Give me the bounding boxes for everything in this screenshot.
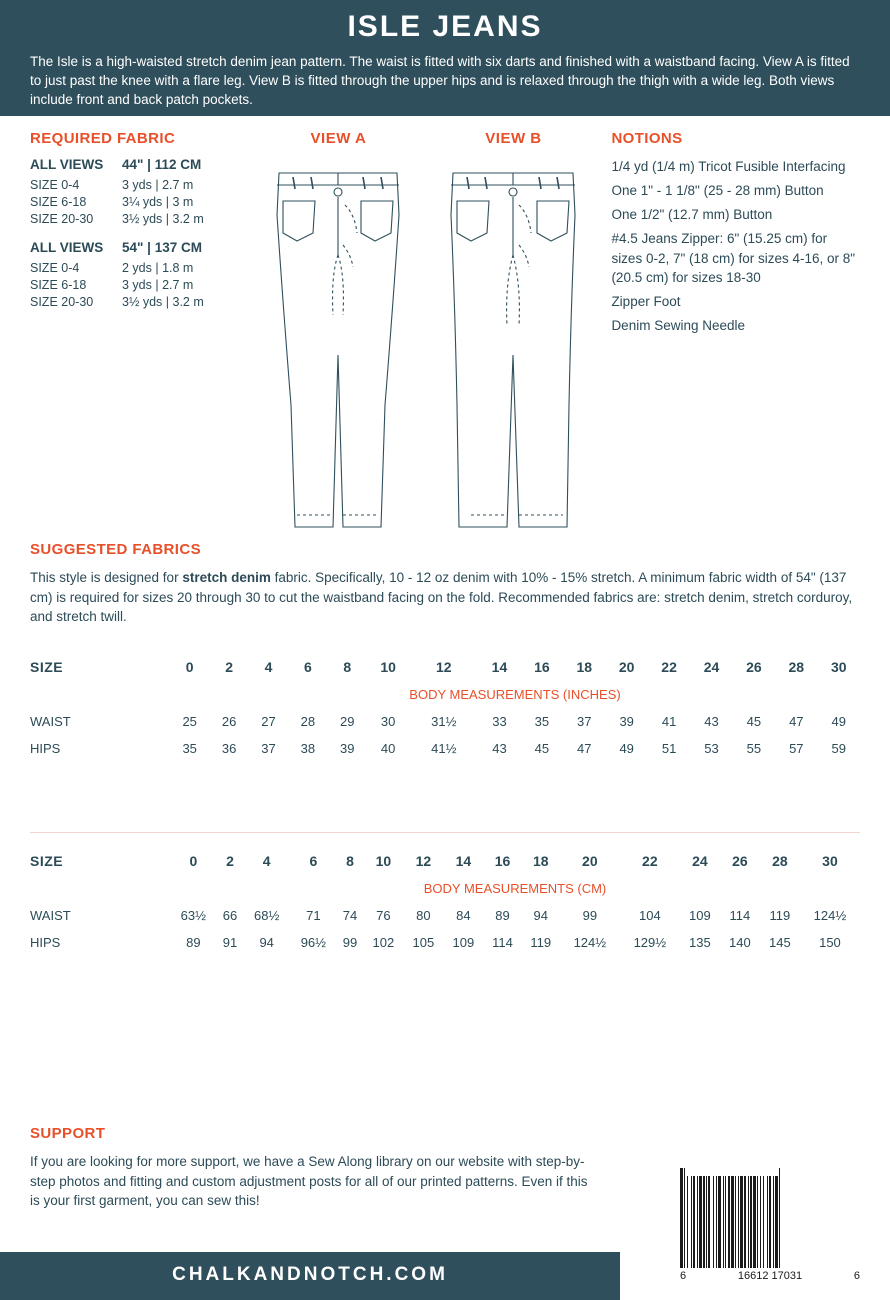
cell: 37 (577, 713, 592, 729)
size-col: 12 (415, 852, 432, 869)
fabric-row-size: SIZE 0-4 (30, 178, 80, 192)
barcode (680, 1168, 860, 1282)
cell: 94 (259, 934, 274, 950)
fabric-group-width: 54" | 137 CM (122, 240, 202, 255)
view-a-label: VIEW A (310, 130, 367, 147)
cell: 114 (729, 907, 751, 923)
fabric-row-amount: 3½ yds | 3.2 m (122, 212, 204, 226)
size-col: 14 (455, 852, 472, 869)
barcode-bars (680, 1168, 860, 1268)
fabric-group-label: ALL VIEWS (30, 240, 104, 255)
support-section (0, 1125, 620, 1211)
page-description: The Isle is a high-waisted stretch denim jean pattern. The waist is fitted with six darts and finished with a waistband facing. View A is fitted to just past the knee with a flare leg. View B is fitted through the upper hips and is relaxed through the thigh with a wide leg. Both views include front and back patch pockets. (30, 54, 850, 108)
view-a-block (253, 130, 423, 535)
cell: 47 (577, 740, 592, 756)
cell: 31½ (431, 713, 457, 729)
table-row (30, 902, 860, 929)
notion-item: Zipper Foot (611, 293, 681, 309)
cell: 76 (376, 907, 391, 923)
measurements-banner: BODY MEASUREMENTS (INCHES) (409, 686, 621, 702)
cell: 36 (221, 740, 237, 756)
suggested-fabrics-text (30, 568, 860, 627)
cell: 35 (534, 713, 550, 729)
size-col: 30 (822, 852, 838, 869)
notions-title: NOTIONS (611, 130, 683, 147)
notion-item: Denim Sewing Needle (611, 318, 746, 334)
suggested-text-after: fabric. Specifically, 10 - 12 oz denim with 10% - 15% stretch. A minimum fabric width of 54" (137 cm) is required for sizes 20 through 30 to cut the waistband facing on the fold. Recommended fabrics are: stretch denim, stretch corduroy, and stretch twill. (30, 570, 853, 625)
size-header-label: SIZE (30, 852, 64, 869)
size-table-cm (30, 847, 860, 956)
cell: 63½ (180, 907, 206, 923)
size-col: 4 (264, 658, 273, 675)
fabric-row (30, 195, 253, 209)
cell: 66 (222, 907, 238, 923)
size-col: 16 (494, 852, 511, 869)
size-col: 26 (732, 852, 748, 869)
fabric-row-amount: 3½ yds | 3.2 m (122, 295, 204, 309)
fabric-group-header (30, 240, 253, 255)
size-col: 24 (692, 852, 708, 869)
notion-item: #4.5 Jeans Zipper: 6" (15.25 cm) for sizes 0-2, 7" (18 cm) for sizes 4-16, or 8" (20.5 cm) for sizes 18-30 (611, 231, 856, 285)
cell: 119 (769, 907, 791, 923)
view-b-label: VIEW B (485, 130, 542, 147)
size-col: 22 (661, 658, 677, 675)
fabric-row (30, 261, 253, 275)
measurements-banner-row (30, 681, 860, 708)
cell: 49 (619, 740, 634, 756)
size-col: 20 (582, 852, 598, 869)
cell: 94 (533, 907, 548, 923)
cell: 33 (492, 713, 507, 729)
table-header-row (30, 653, 860, 681)
table-row (30, 708, 860, 735)
fabric-row (30, 278, 253, 292)
size-col: 10 (375, 852, 392, 869)
barcode-right-digit: 6 (853, 1270, 860, 1282)
cell: 114 (492, 934, 513, 950)
size-col: 6 (309, 852, 318, 869)
size-col: 8 (343, 658, 352, 675)
cell: 41½ (431, 740, 457, 756)
size-col: 28 (788, 658, 805, 675)
size-col: 4 (262, 852, 271, 869)
cell: 39 (340, 740, 355, 756)
fabric-row (30, 212, 253, 226)
fabric-row-size: SIZE 6-18 (30, 278, 87, 292)
size-col: 20 (618, 658, 635, 675)
size-col: 16 (534, 658, 550, 675)
size-col: 2 (226, 852, 234, 869)
fabric-row-size: SIZE 0-4 (30, 261, 80, 275)
cell: 109 (452, 934, 475, 950)
fabric-row-size: SIZE 20-30 (30, 212, 94, 226)
cell: 96½ (300, 934, 326, 950)
cell: 135 (689, 934, 711, 950)
cell: 89 (495, 907, 510, 923)
size-col: 6 (303, 658, 312, 675)
fabric-row-amount: 3¼ yds | 3 m (122, 195, 194, 209)
fabric-row (30, 295, 253, 309)
cell: 39 (619, 713, 634, 729)
notion-item: 1/4 yd (1/4 m) Tricot Fusible Interfacing (611, 159, 846, 174)
row-label-hips: HIPS (30, 934, 61, 950)
cell: 51 (661, 740, 677, 756)
cell: 45 (534, 740, 550, 756)
size-col: 18 (576, 658, 593, 675)
view-a-illustration (253, 155, 423, 535)
notion-item: One 1/2" (12.7 mm) Button (611, 207, 773, 223)
size-col: 10 (380, 658, 396, 675)
fabric-group-header (30, 157, 253, 172)
suggested-text-before: This style is designed for (30, 570, 183, 585)
cell: 26 (221, 713, 237, 729)
cell: 47 (789, 713, 804, 729)
size-col: 30 (830, 658, 847, 675)
table-row (30, 735, 860, 762)
cell: 49 (831, 713, 846, 729)
fabric-group-width: 44" | 112 CM (122, 157, 202, 172)
top-columns (0, 116, 890, 535)
cell: 38 (300, 740, 316, 756)
barcode-main-digits: 16612 17031 (737, 1270, 803, 1282)
cell: 68½ (254, 907, 280, 923)
size-col: 0 (185, 658, 194, 675)
cell: 71 (306, 907, 321, 923)
size-col: 0 (189, 852, 198, 869)
cell: 53 (704, 740, 719, 756)
fabric-group-44 (30, 157, 253, 226)
suggested-text-bold: stretch denim (182, 570, 271, 585)
page-title: ISLE JEANS (347, 10, 543, 43)
size-col: 26 (746, 658, 762, 675)
cell: 105 (412, 934, 435, 950)
cell: 74 (342, 907, 358, 923)
table-row (30, 929, 860, 956)
website-label: CHALKANDNOTCH.COM (172, 1264, 448, 1285)
page-header (0, 0, 890, 116)
size-col: 12 (436, 658, 452, 675)
cell: 57 (789, 740, 804, 756)
cell: 89 (186, 934, 201, 950)
table-divider (30, 832, 860, 833)
row-label-waist: WAIST (30, 713, 71, 729)
size-col: 2 (225, 658, 233, 675)
cell: 84 (456, 907, 471, 923)
cell: 124½ (573, 934, 607, 950)
cell: 104 (638, 907, 661, 923)
fabric-group-54 (30, 240, 253, 309)
cell: 40 (380, 740, 396, 756)
cell: 140 (729, 934, 751, 950)
cell: 43 (704, 713, 719, 729)
view-b-illustration (423, 155, 603, 535)
barcode-left-digit: 6 (680, 1270, 687, 1282)
cell: 102 (372, 934, 395, 950)
suggested-fabrics-section (0, 541, 890, 627)
fabric-row-size: SIZE 20-30 (30, 295, 94, 309)
size-col: 24 (703, 658, 720, 675)
view-b-block (423, 130, 603, 535)
cell: 29 (340, 713, 355, 729)
support-title: SUPPORT (30, 1125, 106, 1142)
cell: 145 (769, 934, 791, 950)
cell: 43 (492, 740, 507, 756)
fabric-row (30, 178, 253, 192)
cell: 119 (530, 934, 552, 950)
size-col: 18 (532, 852, 549, 869)
cell: 124½ (813, 907, 847, 923)
cell: 99 (582, 907, 598, 923)
cell: 30 (380, 713, 396, 729)
measurements-banner: BODY MEASUREMENTS (CM) (423, 880, 607, 896)
fabric-row-amount: 3 yds | 2.7 m (122, 278, 194, 292)
cell: 55 (746, 740, 762, 756)
size-col: 14 (491, 658, 508, 675)
fabric-row-size: SIZE 6-18 (30, 195, 87, 209)
cell: 99 (342, 934, 358, 950)
support-text: If you are looking for more support, we have a Sew Along library on our website with step-by-step photos and fitting and custom adjustment posts for all of our printed patterns. Even if this is your first garment, you can sew this! (30, 1154, 588, 1209)
notion-item: One 1" - 1 1/8" (25 - 28 mm) Button (611, 183, 824, 199)
cell: 27 (261, 713, 276, 729)
cell: 28 (300, 713, 316, 729)
size-col: 28 (772, 852, 788, 869)
cell: 45 (746, 713, 762, 729)
required-fabric-title: REQUIRED FABRIC (30, 130, 176, 147)
fabric-row-amount: 3 yds | 2.7 m (122, 178, 194, 192)
fabric-group-label: ALL VIEWS (30, 157, 104, 172)
fabric-row-amount: 2 yds | 1.8 m (122, 261, 194, 275)
cell: 91 (222, 934, 238, 950)
cell: 37 (261, 740, 276, 756)
cell: 59 (831, 740, 846, 756)
cell: 25 (182, 713, 197, 729)
cell: 35 (182, 740, 197, 756)
technical-drawings (253, 130, 603, 535)
footer-bar (0, 1252, 620, 1300)
cell: 129½ (633, 934, 667, 950)
size-col: 8 (346, 852, 354, 869)
table-header-row (30, 847, 860, 875)
suggested-fabrics-title: SUGGESTED FABRICS (30, 541, 201, 558)
row-label-hips: HIPS (30, 740, 61, 756)
size-col: 22 (642, 852, 658, 869)
row-label-waist: WAIST (30, 907, 71, 923)
size-header-label: SIZE (30, 658, 64, 675)
cell: 109 (689, 907, 711, 923)
cell: 150 (819, 934, 841, 950)
size-table-inches (30, 653, 860, 762)
barcode-digits (680, 1270, 860, 1282)
cell: 41 (661, 713, 677, 729)
cell: 80 (416, 907, 431, 923)
required-fabric-section (30, 130, 253, 535)
measurements-banner-row (30, 875, 860, 902)
notions-list (611, 157, 860, 335)
notions-section (603, 130, 860, 535)
